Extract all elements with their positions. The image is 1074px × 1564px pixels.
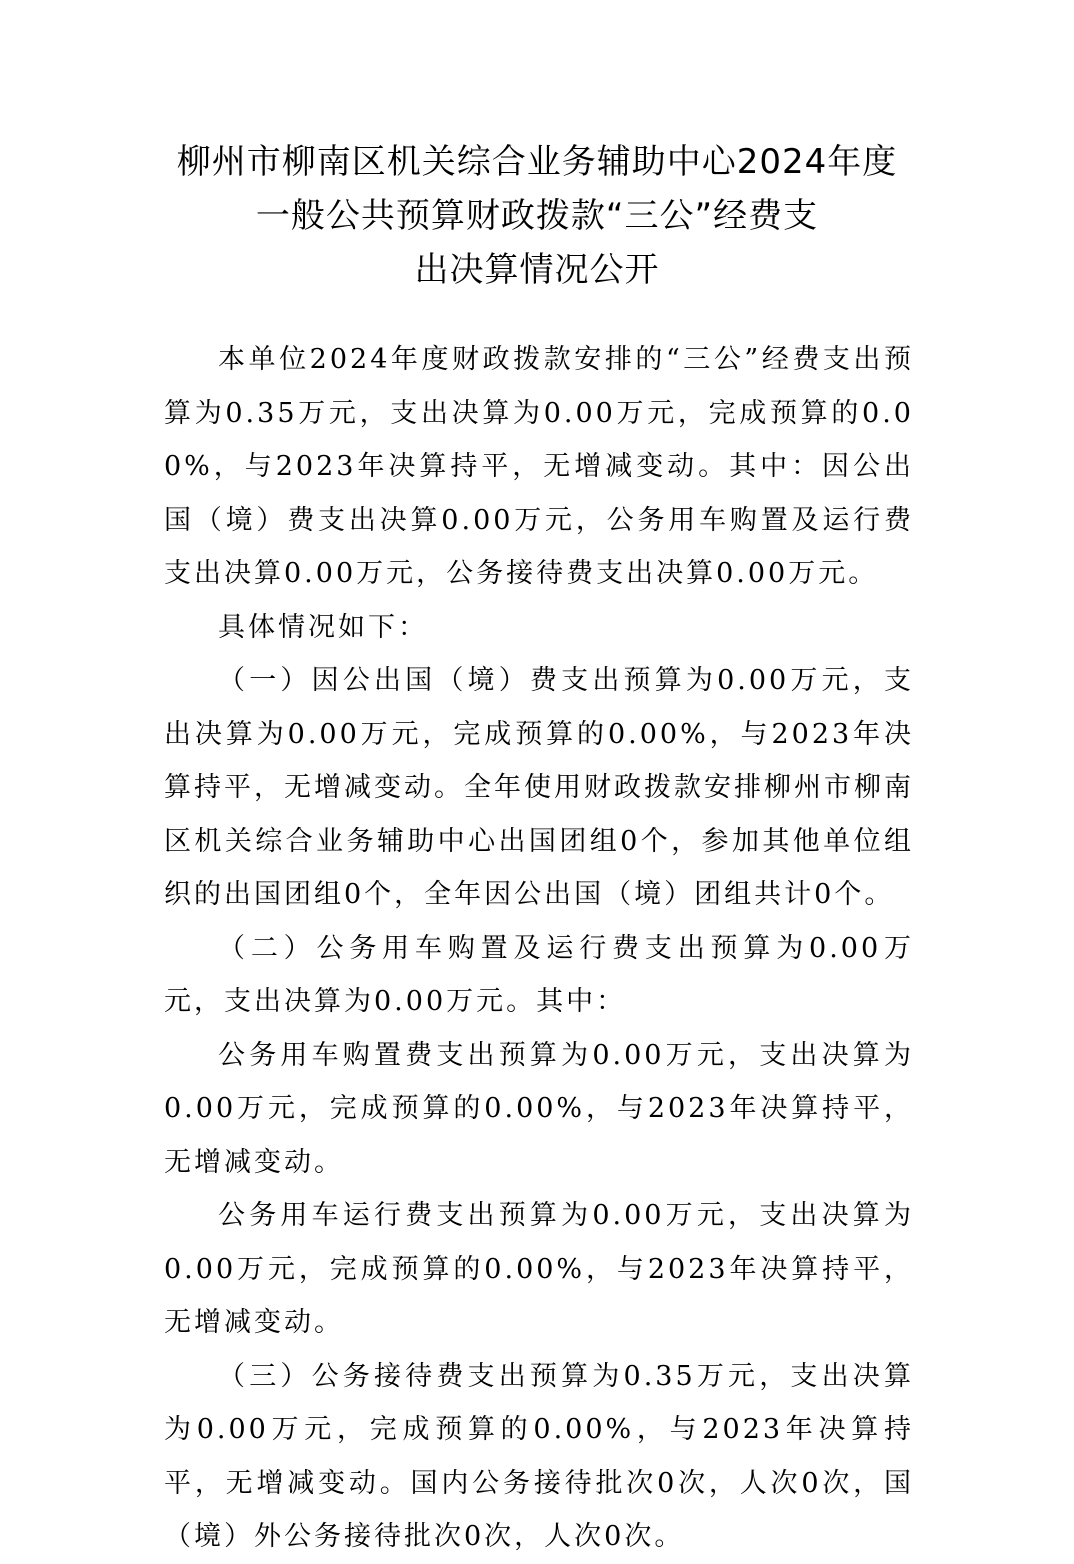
document-title [120, 135, 954, 297]
title-line-2: 一般公共预算财政拨款“三公”经费支 [255, 196, 819, 236]
title-line-3: 出决算情况公开 [414, 250, 660, 290]
paragraph-vehicle-operation: 公务用车运行费支出预算为0.00万元，支出决算为0.00万元，完成预算的0.00%，与2023年决算持平，无增减变动。 [164, 1200, 914, 1338]
paragraph-vehicle-purchase: 公务用车购置费支出预算为0.00万元，支出决算为0.00万元，完成预算的0.00%，与2023年决算持平，无增减变动。 [164, 1039, 914, 1178]
document-body [164, 333, 914, 1564]
paragraph-summary: 本单位2024年度财政拨款安排的“三公”经费支出预算为0.35万元，支出决算为0.00万元，完成预算的0.00%，与2023年决算持平，无增减变动。其中：因公出国（境）费支出决算0.00万元，公务用车购置及运行费支出决算0.00万元，公务接待费支出决算0.00万元。 [164, 344, 914, 589]
paragraph-official-vehicles: （二）公务用车购置及运行费支出预算为0.00万元，支出决算为0.00万元。其中： [164, 932, 914, 1017]
title-line-1: 柳州市柳南区机关综合业务辅助中心2024年度 [176, 142, 898, 182]
paragraph-details-intro: 具体情况如下： [218, 611, 428, 643]
paragraph-overseas-travel: （一）因公出国（境）费支出预算为0.00万元，支出决算为0.00万元，完成预算的0.00%，与2023年决算持平，无增减变动。全年使用财政拨款安排柳州市柳南区机关综合业务辅助中心出国团组0个，参加其他单位组织的出国团组0个，全年因公出国（境）团组共计0个。 [164, 665, 914, 910]
paragraph-official-reception: （三）公务接待费支出预算为0.35万元，支出决算为0.00万元，完成预算的0.00%，与2023年决算持平，无增减变动。国内公务接待批次0次，人次0次，国（境）外公务接待批次0次，人次0次。 [164, 1360, 914, 1552]
